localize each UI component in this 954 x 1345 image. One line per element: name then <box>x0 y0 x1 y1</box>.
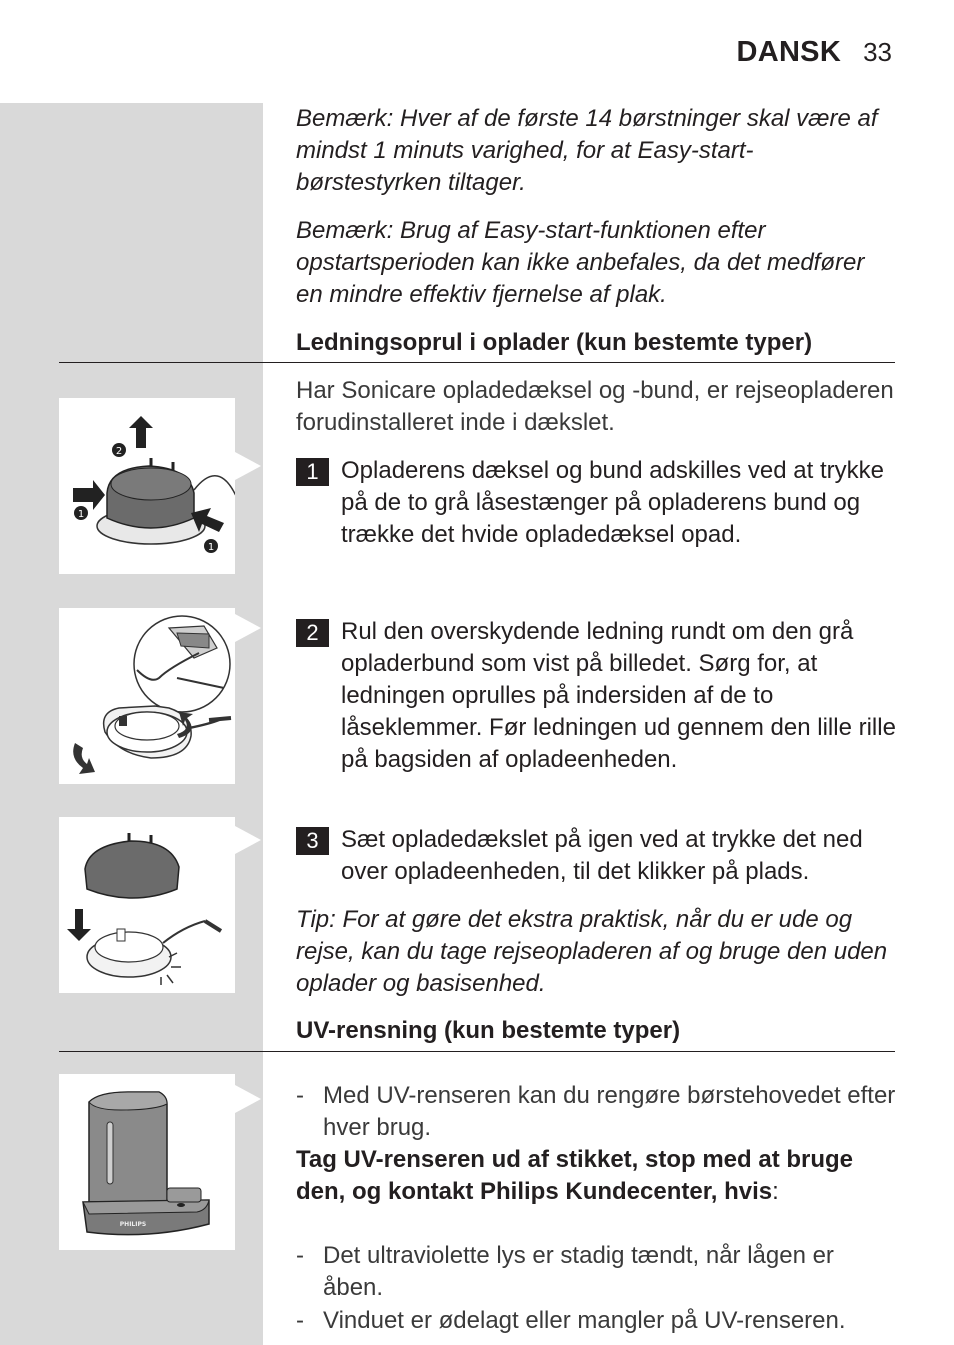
callout-1b: 1 <box>207 542 215 553</box>
callout-2: 2 <box>115 446 123 457</box>
figure-pointer <box>235 452 261 480</box>
tip-travel-charger: Tip: For at gøre det ekstra praktisk, når du er ude og rejse, kan du tage rejseopladeren af og bruge den uden oplader og basisenhed. <box>296 906 888 997</box>
figure-reattach-cover <box>59 817 235 993</box>
list-dash: - <box>296 1307 304 1334</box>
figure-pointer <box>235 1085 261 1113</box>
figure-separate-charger <box>59 398 235 574</box>
language-title: DANSK <box>736 36 842 68</box>
step-1 <box>296 455 896 551</box>
step-text: Sæt opladedækslet på igen ved at trykke det ned over opladeenheden, til det klikker på plads. <box>341 826 863 885</box>
note-first-brushings: Bemærk: Hver af de første 14 børstninger skal være af mindst 1 minuts varighed, for at Easy-start-børstestyrken tiltager. <box>296 105 878 196</box>
callout-1a: 1 <box>77 509 85 520</box>
figure-wind-cord <box>59 608 235 784</box>
section-heading-uv: UV-rensning (kun bestemte typer) <box>296 1017 681 1044</box>
list-item-text: Med UV-renseren kan du rengøre børstehovedet efter hver brug. <box>323 1082 896 1141</box>
warning-bold-text: Tag UV-renseren ud af stikket, stop med at bruge den, og kontakt Philips Kundecenter, hvis <box>296 1146 854 1205</box>
list-item <box>296 1240 896 1304</box>
section-heading-cord-storage: Ledningsoprul i oplader (kun bestemte typer) <box>296 329 813 356</box>
step-number-badge: 2 <box>296 619 329 647</box>
list-item <box>296 1305 896 1337</box>
page-number: 33 <box>863 37 892 67</box>
list-dash: - <box>296 1242 304 1269</box>
section-intro-text: Har Sonicare opladedæksel og -bund, er rejseopladeren forudinstalleret inde i dækslet. <box>296 377 894 436</box>
warning-colon: : <box>772 1178 779 1205</box>
step-number-badge: 3 <box>296 827 329 855</box>
step-3 <box>296 824 896 888</box>
warning-text <box>296 1144 896 1208</box>
step-text: Rul den overskydende ledning rundt om den grå opladerbund som vist på billedet. Sørg for, at ledningen oprulles på indersiden af de to låseklemmer. Før ledningen ud gennem den lille rille på bagsiden af opladeenheden. <box>341 618 896 773</box>
list-dash: - <box>296 1082 304 1109</box>
figure-pointer <box>235 614 261 642</box>
note-easy-start: Bemærk: Brug af Easy-start-funktionen efter opstartsperioden kan ikke anbefales, da det medfører en mindre effektiv fjernelse af plak. <box>296 217 865 308</box>
figure-pointer <box>235 826 261 854</box>
device-brand-label: PHILIPS <box>119 1221 147 1228</box>
section-divider <box>59 362 895 363</box>
list-item <box>296 1080 896 1144</box>
page-header <box>736 36 892 69</box>
list-item-text: Det ultraviolette lys er stadig tændt, når lågen er åben. <box>323 1242 834 1301</box>
list-item-text: Vinduet er ødelagt eller mangler på UV-renseren. <box>323 1307 846 1334</box>
section-divider <box>59 1051 895 1052</box>
step-number-badge: 1 <box>296 458 329 486</box>
figure-uv-sanitizer <box>59 1074 235 1250</box>
step-text: Opladerens dæksel og bund adskilles ved at trykke på de to grå låsestænger på opladerens bund og trække det hvide opladedæksel opad. <box>341 457 884 548</box>
step-2 <box>296 616 896 776</box>
